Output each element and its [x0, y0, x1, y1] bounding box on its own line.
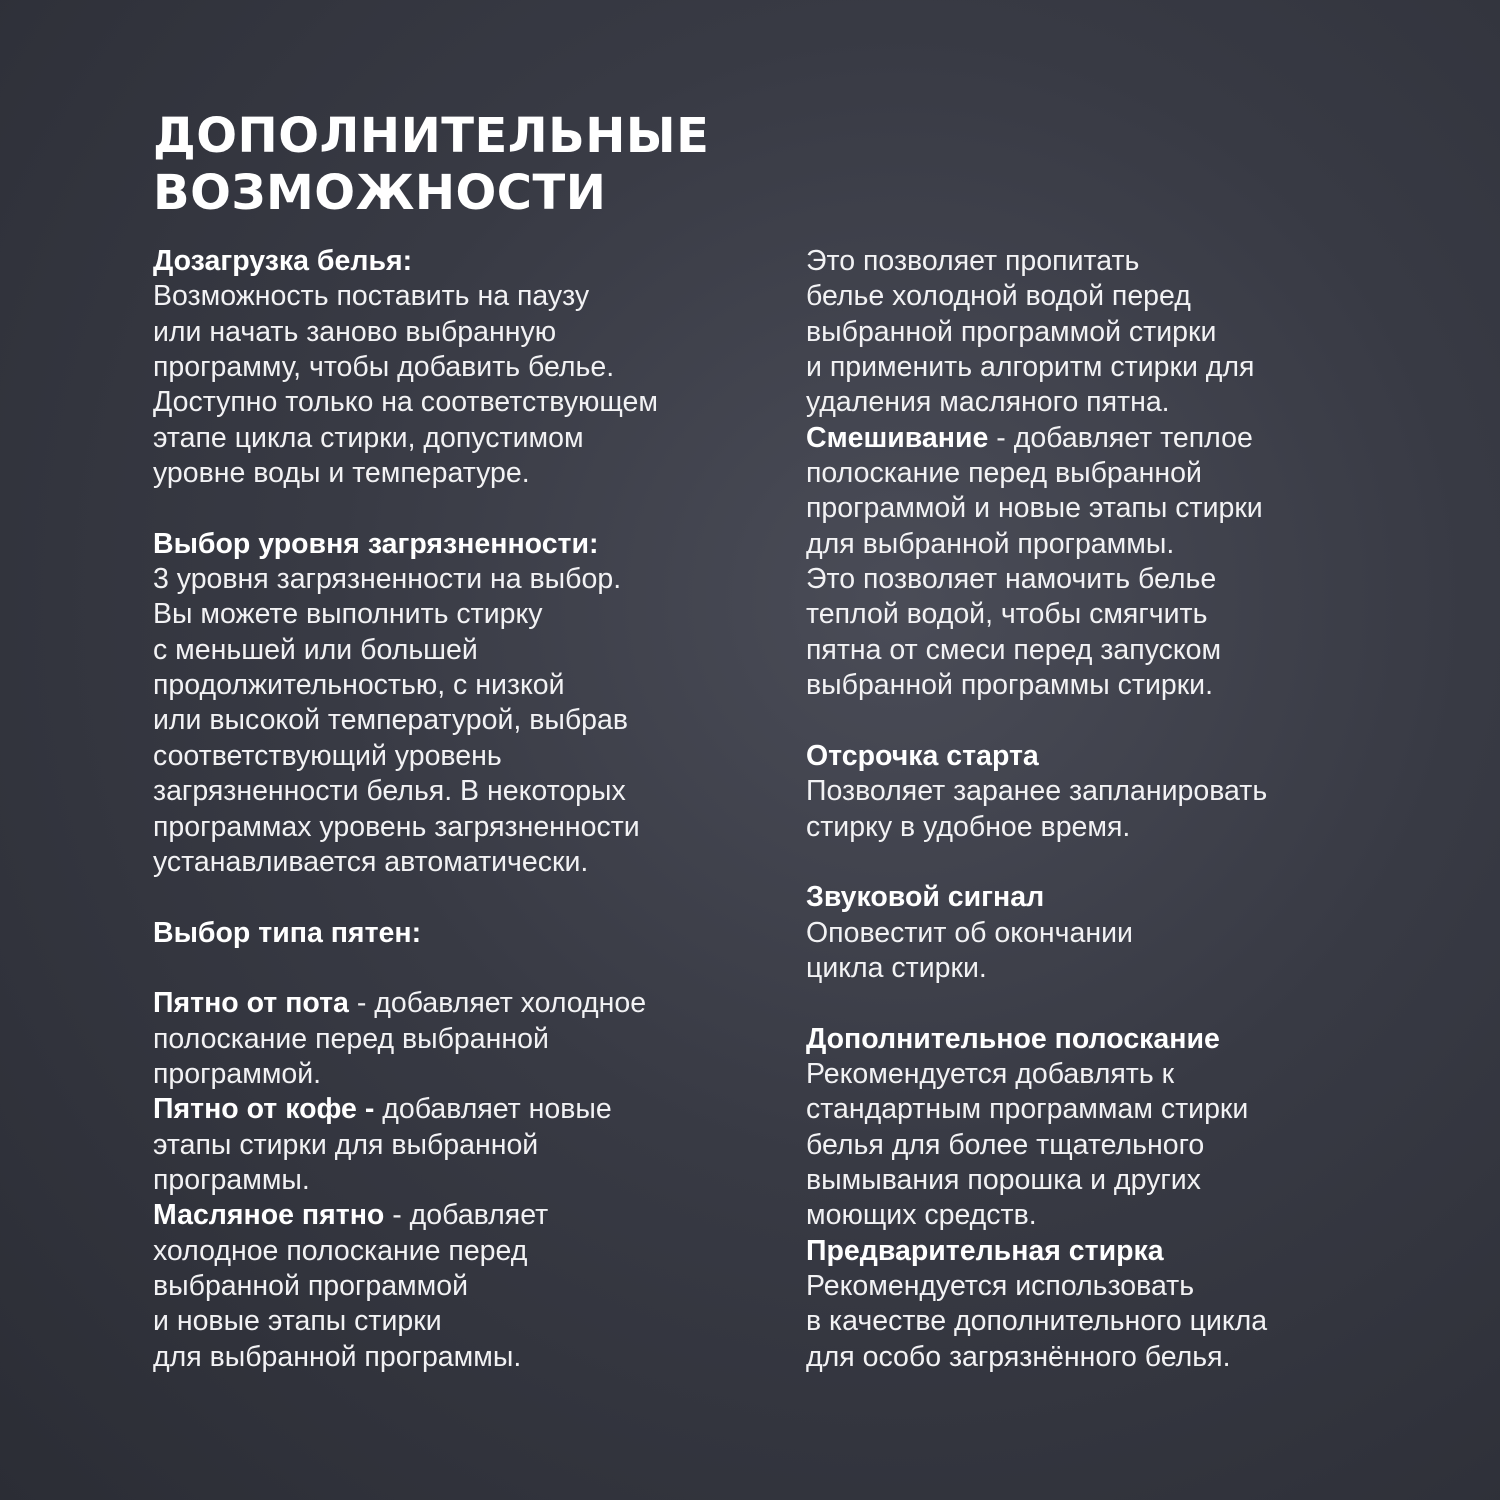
text-line: теплой водой, чтобы смягчить	[806, 598, 1208, 631]
text-line: цикла стирки.	[806, 951, 987, 984]
text-line: программах уровень загрязненности	[153, 810, 640, 843]
spacer	[153, 491, 773, 526]
text-line: устанавливается автоматически.	[153, 845, 589, 878]
text-line: для выбранной программы.	[153, 1340, 522, 1373]
stain-coffee	[153, 1092, 773, 1127]
text-line: Доступно только на соответствующем	[153, 386, 658, 419]
text-line: Это позволяет намочить белье	[806, 563, 1217, 596]
text-line: продолжительностью, с низкой	[153, 669, 565, 702]
section-heading: Выбор уровня загрязненности:	[153, 527, 599, 560]
section-stain-type	[153, 916, 773, 1375]
stain-term: Масляное пятно	[153, 1199, 385, 1232]
spacer	[806, 845, 1426, 880]
text-line: белья для более тщательного	[806, 1128, 1205, 1161]
stain-mix	[806, 421, 1426, 456]
text-line: белье холодной водой перед	[806, 280, 1191, 313]
text-line: вымывания порошка и других	[806, 1163, 1201, 1196]
text-line: программу, чтобы добавить белье.	[153, 351, 615, 384]
stain-oil	[153, 1198, 773, 1233]
text-line: Рекомендуется использовать	[806, 1269, 1195, 1302]
text-line: для выбранной программы.	[806, 527, 1175, 560]
text-line: программой и новые этапы стирки	[806, 492, 1263, 525]
stain-term: Смешивание	[806, 421, 989, 454]
text-line: Позволяет заранее запланировать	[806, 775, 1268, 808]
section-mix	[806, 421, 1426, 704]
section-sound-signal	[806, 880, 1426, 986]
text-line: Возможность поставить на паузу	[153, 280, 590, 313]
text-line: 3 уровня загрязненности на выбор.	[153, 563, 622, 596]
stain-desc: добавляет новые	[374, 1093, 612, 1126]
section-reload	[153, 244, 773, 491]
section-delay-start	[806, 739, 1426, 845]
text-line: выбранной программой стирки	[806, 315, 1217, 348]
stain-term: Пятно от пота	[153, 987, 349, 1020]
text-line: с меньшей или большей	[153, 633, 478, 666]
text-line: соответствующий уровень	[153, 739, 502, 772]
section-heading: Предварительная стирка	[806, 1234, 1164, 1267]
text-line: или высокой температурой, выбрав	[153, 704, 628, 737]
text-line: этапы стирки для выбранной	[153, 1128, 539, 1161]
text-line: моющих средств.	[806, 1199, 1037, 1232]
text-line: стирку в удобное время.	[806, 810, 1131, 843]
text-line: полоскание перед выбранной	[806, 457, 1202, 490]
text-line: выбранной программы стирки.	[806, 669, 1214, 702]
stain-desc: - добавляет холодное	[348, 987, 647, 1020]
section-heading: Дополнительное полоскание	[806, 1022, 1220, 1055]
text-line: Рекомендуется добавлять к	[806, 1057, 1175, 1090]
section-extra-rinse	[806, 1022, 1426, 1234]
spacer	[806, 986, 1426, 1021]
left-column	[153, 244, 773, 1375]
title-line-1: ДОПОЛНИТЕЛЬНЫЕ	[153, 108, 710, 164]
text-line: стандартным программам стирки	[806, 1093, 1249, 1126]
spacer	[153, 951, 773, 986]
text-line: и новые этапы стирки	[153, 1305, 442, 1338]
right-column	[806, 244, 1426, 1375]
stain-desc: - добавляет теплое	[988, 421, 1253, 454]
text-line: Вы можете выполнить стирку	[153, 598, 543, 631]
section-heading: Дозагрузка белья:	[153, 245, 413, 277]
text-line: уровне воды и температуре.	[153, 457, 530, 490]
text-line: удаления масляного пятна.	[806, 386, 1170, 419]
section-prewash	[806, 1234, 1426, 1375]
text-line: этапе цикла стирки, допустимом	[153, 421, 584, 454]
text-line: загрязненности белья. В некоторых	[153, 775, 626, 808]
spacer	[153, 880, 773, 915]
text-line: или начать заново выбранную	[153, 315, 557, 348]
text-line: Это позволяет пропитать	[806, 245, 1140, 277]
text-line: Оповестит об окончании	[806, 916, 1133, 949]
text-line: и применить алгоритм стирки для	[806, 351, 1255, 384]
section-oil-continued	[806, 244, 1426, 421]
stain-desc: - добавляет	[384, 1199, 549, 1232]
text-line: программы.	[153, 1163, 310, 1196]
section-heading: Отсрочка старта	[806, 739, 1039, 772]
text-line: программой.	[153, 1057, 322, 1090]
text-line: в качестве дополнительного цикла	[806, 1305, 1268, 1338]
title-line-2: ВОЗМОЖНОСТИ	[153, 165, 607, 221]
text-line: пятна от смеси перед запуском	[806, 633, 1222, 666]
section-heading: Звуковой сигнал	[806, 881, 1045, 914]
section-soil-level	[153, 527, 773, 880]
text-line: выбранной программой	[153, 1269, 469, 1302]
text-line: холодное полоскание перед	[153, 1234, 528, 1267]
text-line: полоскание перед выбранной	[153, 1022, 549, 1055]
text-line: для особо загрязнённого белья.	[806, 1340, 1231, 1373]
stain-term: Пятно от кофе -	[153, 1093, 375, 1126]
stain-sweat	[153, 986, 773, 1021]
page-title	[153, 108, 709, 222]
spacer	[806, 703, 1426, 738]
section-heading: Выбор типа пятен:	[153, 916, 422, 949]
